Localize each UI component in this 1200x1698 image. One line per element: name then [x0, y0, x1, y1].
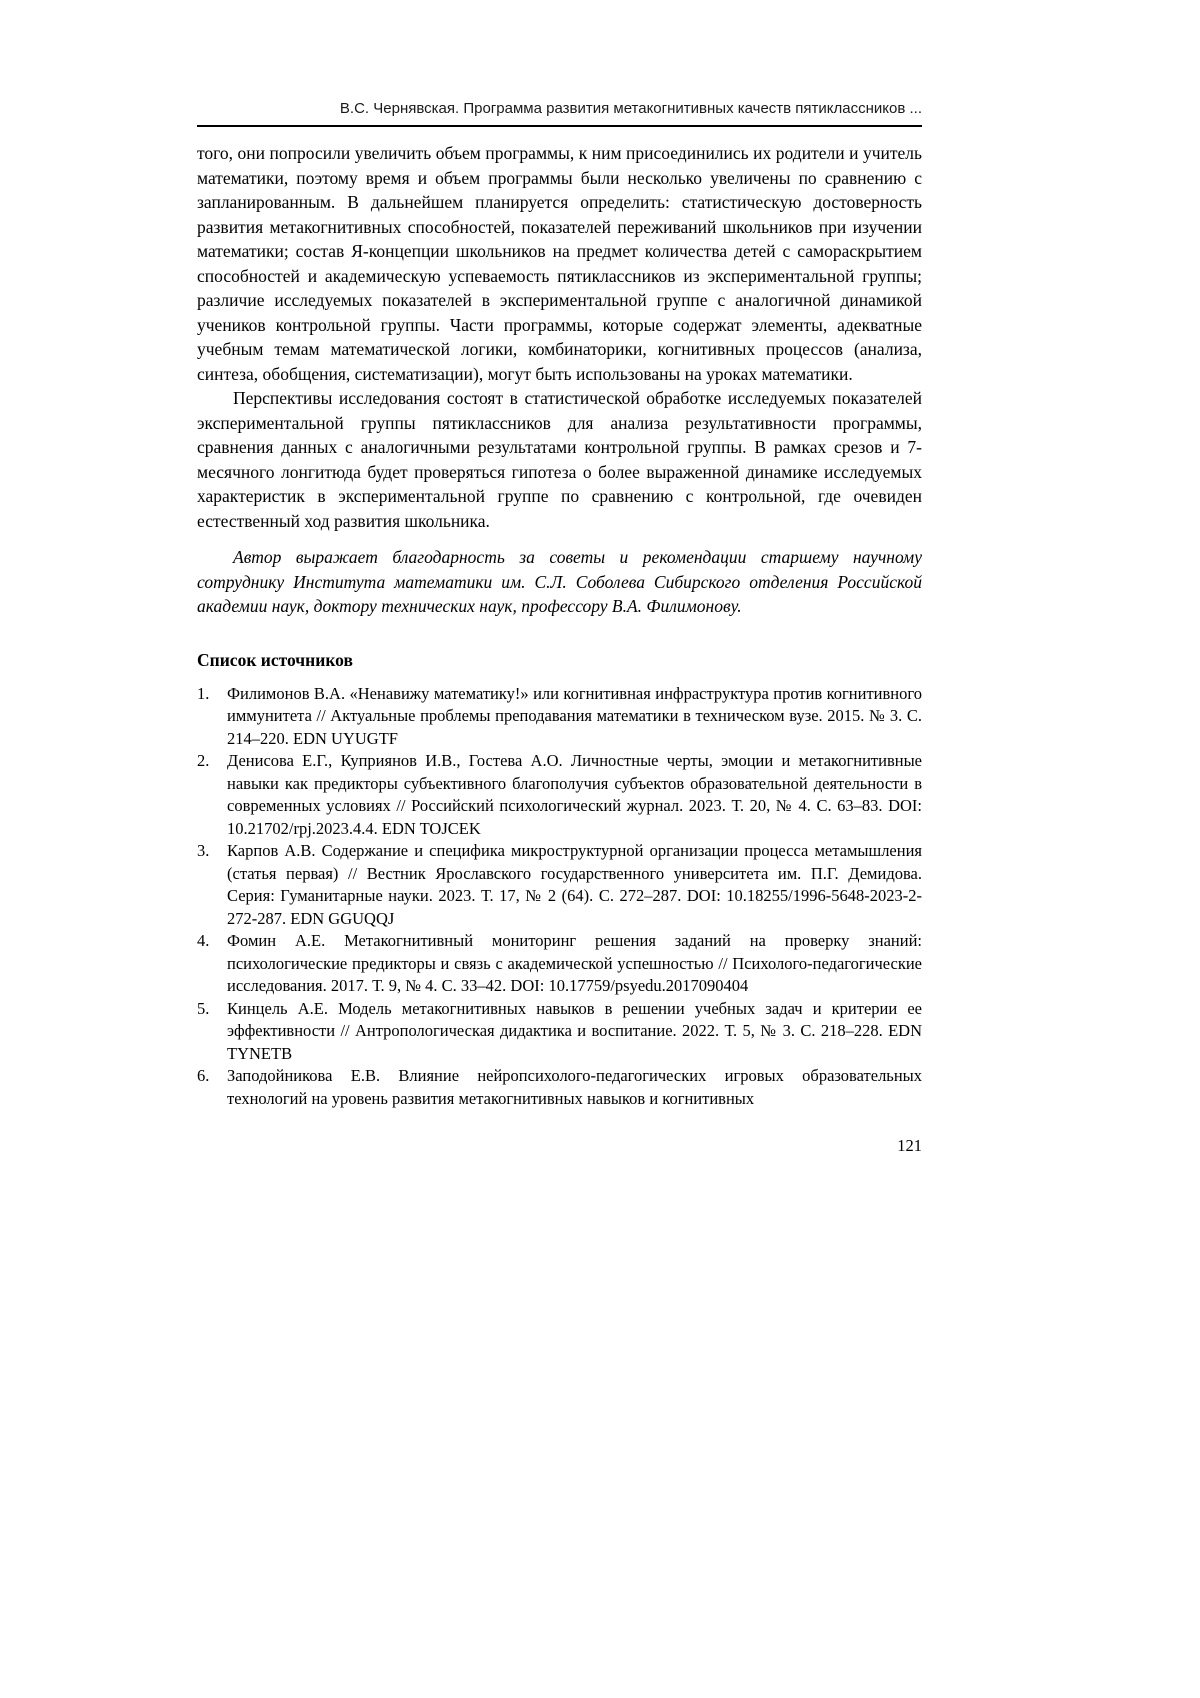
- reference-text: Заподойникова Е.В. Влияние нейропсихолого-педагогических игровых образовательных технологий на уровень развития метакогнитивных навыков и когнитивных: [227, 1066, 922, 1108]
- reference-text: Филимонов В.А. «Ненавижу математику!» или когнитивная инфраструктура против когнитивного иммунитета // Актуальные проблемы преподавания математики в техническом вузе. 2015. № 3. С. 214–220. EDN UYUGTF: [227, 683, 922, 748]
- reference-item: [197, 998, 922, 1066]
- page-number: 121: [897, 1136, 922, 1155]
- reference-number: 4.: [197, 931, 210, 950]
- reference-item: [197, 683, 922, 751]
- header-rule: [197, 125, 922, 127]
- reference-item: [197, 1065, 922, 1110]
- body-paragraph-continuation: того, они попросили увеличить объем программы, к ним присоединились их родители и учитель математики, поэтому время и объем программы были несколько увеличены по сравнению с запланированным. В дальнейшем планируется определить: статистическую достоверность развития метакогнитивных способностей, показателей переживаний школьников при изучении математики; состав Я-концепции школьников на предмет количества детей с самораскрытием способностей и академическую успеваемость пятиклассников из экспериментальной группы; различие исследуемых показателей в экспериментальной группе с аналогичной динамикой учеников контрольной группы. Части программы, которые содержат элементы, адекватные учебным темам математической логики, комбинаторики, когнитивных процессов (анализа, синтеза, обобщения, систематизации), могут быть использованы на уроках математики.: [197, 143, 922, 384]
- reference-number: 3.: [197, 841, 210, 860]
- reference-text: Карпов А.В. Содержание и специфика микроструктурной организации процесса метамышления (статья первая) // Вестник Ярославского государственного университета им. П.Г. Демидова. Серия: Гуманитарные науки. 2023. Т. 17, № 2 (64). С. 272–287. DOI: 10.18255/1996-5648-2023-2-272-287. EDN GGUQQJ: [227, 841, 922, 928]
- page-content: [197, 100, 922, 1156]
- reference-number: 6.: [197, 1066, 210, 1085]
- running-header: В.С. Чернявская. Программа развития метакогнитивных качеств пятиклассников ...: [339, 100, 922, 117]
- reference-list: [197, 683, 922, 1111]
- reference-item: [197, 840, 922, 930]
- reference-number: 2.: [197, 751, 210, 770]
- reference-number: 1.: [197, 683, 210, 703]
- reference-item: [197, 750, 922, 840]
- reference-item: [197, 930, 922, 998]
- body-paragraph-perspectives: Перспективы исследования состоят в статистической обработке исследуемых показателей экспериментальной группы пятиклассников для анализа результативности программы, сравнения данных с аналогичными результатами контрольной группы. В рамках срезов и 7-месячного лонгитюда будет проверяться гипотеза о более выраженной динамике исследуемых характеристик в экспериментальной группе по сравнению с контрольной, где очевиден естественный ход развития школьника.: [197, 388, 922, 531]
- reference-text: Денисова Е.Г., Куприянов И.В., Гостева А.О. Личностные черты, эмоции и метакогнитивные навыки как предикторы субъективного благополучия субъектов образовательной деятельности в современных условиях // Российский психологический журнал. 2023. Т. 20, № 4. С. 63–83. DOI: 10.21702/rpj.2023.4.4. EDN TOJCEK: [227, 751, 922, 838]
- reference-text: Фомин А.Е. Метакогнитивный мониторинг решения заданий на проверку знаний: психологические предикторы и связь с академической успешностью // Психолого-педагогические исследования. 2017. Т. 9, № 4. С. 33–42. DOI: 10.17759/psyedu.2017090404: [227, 931, 922, 995]
- acknowledgment-paragraph: Автор выражает благодарность за советы и рекомендации старшему научному сотруднику Института математики им. С.Л. Соболева Сибирского отделения Российской академии наук, доктору технических наук, профессору В.А. Филимонову.: [197, 547, 922, 616]
- reference-number: 5.: [197, 998, 210, 1018]
- sources-heading: Список источников: [197, 649, 353, 670]
- reference-text: Кинцель А.Е. Модель метакогнитивных навыков в решении учебных задач и критерии ее эффективности // Антропологическая дидактика и воспитание. 2022. Т. 5, № 3. С. 218–228. EDN TYNETB: [227, 998, 922, 1063]
